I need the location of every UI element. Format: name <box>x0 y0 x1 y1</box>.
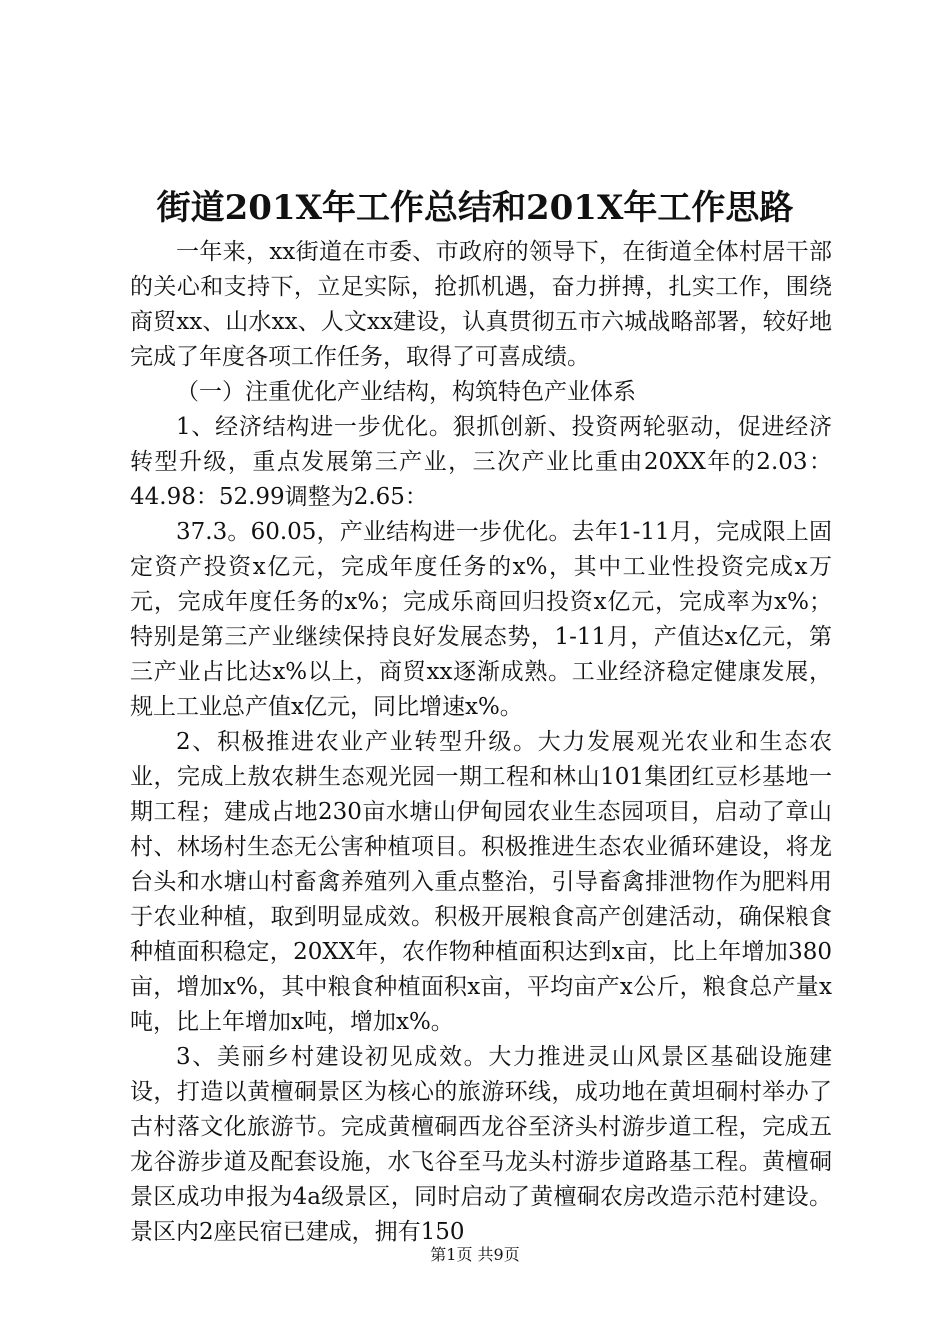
paragraph-rural: 3、美丽乡村建设初见成效。大力推进灵山风景区基础设施建设，打造以黄檀硐景区为核心的旅游环线，成功地在黄坦硐村举办了古村落文化旅游节。完成黄檀硐西龙谷至济头村游步道工程，完成五龙谷游步道及配套设施，水飞谷至马龙头村游步道路基工程。黄檀硐景区成功申报为4a级景区，同时启动了黄檀硐农房改造示范村建设。景区内2座民宿已建成，拥有150 <box>130 1044 832 1245</box>
section-heading: （一）注重优化产业结构，构筑特色产业体系 <box>176 379 636 405</box>
paragraph-intro: 一年来，xx街道在市委、市政府的领导下，在街道全体村居干部的关心和支持下，立足实际，抢抓机遇，奋力拼搏，扎实工作，围绕商贸xx、山水xx、人文xx建设，认真贯彻五市六城战略部署，较好地完成了年度各项工作任务，取得了可喜成绩。 <box>130 239 832 370</box>
page-footer: 第1页 共9页 <box>430 1245 520 1264</box>
document-title: 街道201X年工作总结和201X年工作思路 <box>156 188 794 228</box>
paragraph-agriculture: 2、积极推进农业产业转型升级。大力发展观光农业和生态农业，完成上敖农耕生态观光园一期工程和林山101集团红豆杉基地一期工程；建成占地230亩水塘山伊甸园农业生态园项目，启动了章山村、林场村生态无公害种植项目。积极推进生态农业循环建设，将龙台头和水塘山村畜禽养殖列入重点整治，引导畜禽排泄物作为肥料用于农业种植，取到明显成效。积极开展粮食高产创建活动，确保粮食种植面积稳定，20XX年，农作物种植面积达到x亩，比上年增加380亩，增加x%，其中粮食种植面积x亩，平均亩产x公斤，粮食总产量x吨，比上年增加x吨，增加x%。 <box>130 729 832 1035</box>
paragraph-industry: 37.3。60.05，产业结构进一步优化。去年1-11月，完成限上固定资产投资x亿元，完成年度任务的x%，其中工业性投资完成x万元，完成年度任务的x%；完成乐商回归投资x亿元，完成率为x%；特别是第三产业继续保持良好发展态势，1-11月，产值达x亿元，第三产业占比达x%以上，商贸xx逐渐成熟。工业经济稳定健康发展，规上工业总产值x亿元，同比增速x%。 <box>130 519 832 720</box>
paragraph-economy: 1、经济结构进一步优化。狠抓创新、投资两轮驱动，促进经济转型升级，重点发展第三产业，三次产业比重由20XX年的2.03：44.98：52.99调整为2.65： <box>130 414 832 510</box>
document-body <box>130 235 832 1250</box>
